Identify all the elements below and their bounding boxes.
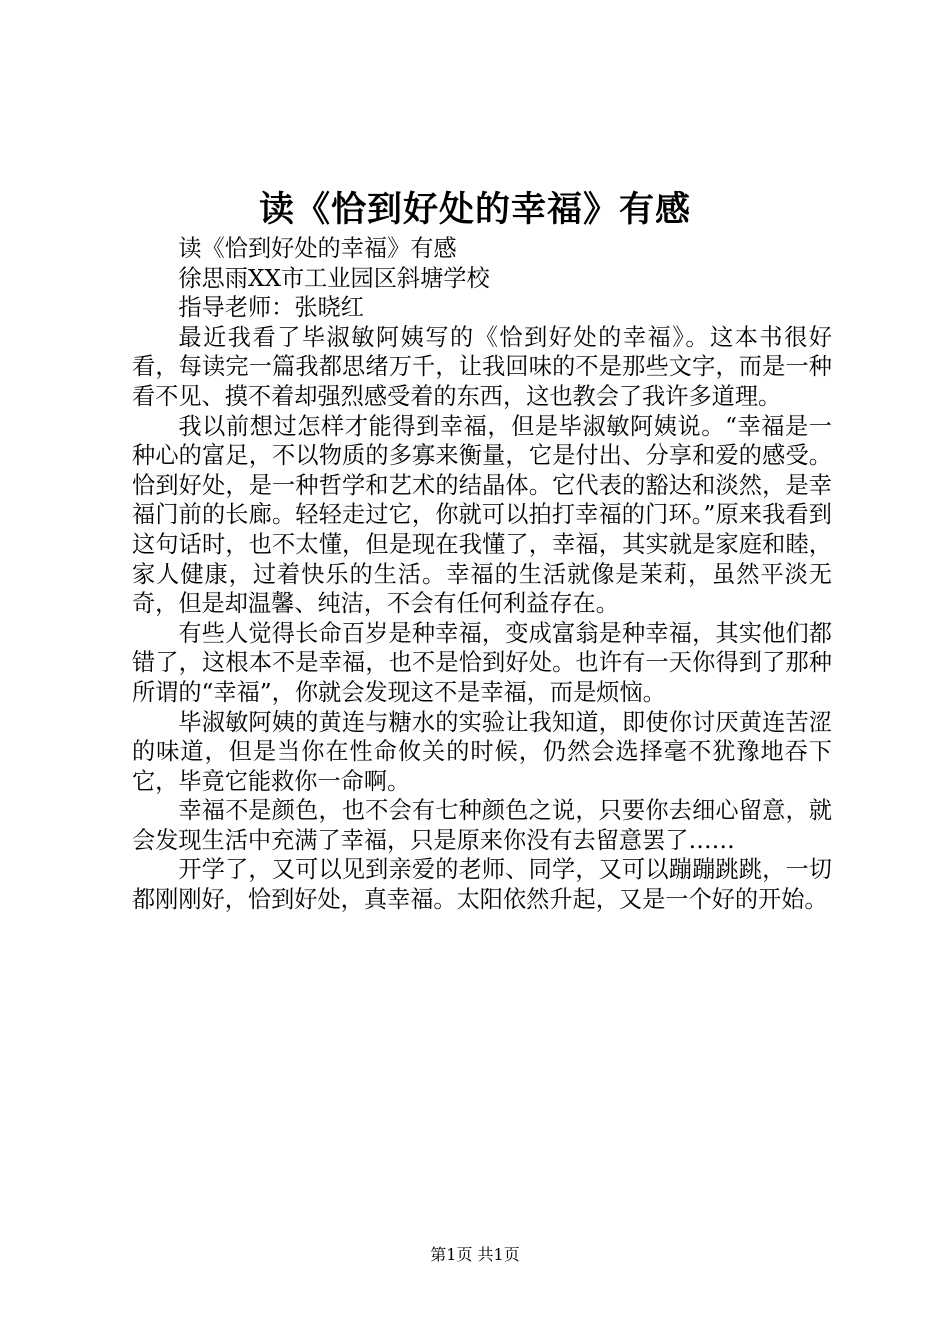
- page-footer: 第1页 共1页: [430, 1245, 520, 1264]
- document-body: [132, 234, 832, 915]
- body-paragraph: 幸福不是颜色，也不会有七种颜色之说，只要你去细心留意，就会发现生活中充满了幸福，只是原来你没有去留意罢了……: [132, 797, 832, 854]
- body-paragraph: 最近我看了毕淑敏阿姨写的《恰到好处的幸福》。这本书很好看，每读完一篇我都思绪万千，让我回味的不是那些文字，而是一种看不见、摸不着却强烈感受着的东西，这也教会了我许多道理。: [132, 323, 832, 410]
- author-line: 徐思雨XX市工业园区斜塘学校: [178, 264, 490, 292]
- body-paragraph: 我以前想过怎样才能得到幸福，但是毕淑敏阿姨说。“幸福是一种心的富足，不以物质的多寡来衡量，它是付出、分享和爱的感受。恰到好处，是一种哲学和艺术的结晶体。它代表的豁达和淡然，是幸福门前的长廊。轻轻走过它，你就可以拍打幸福的门环。”原来我看到这句话时，也不太懂，但是现在我懂了，幸福，其实就是家庭和睦，家人健康，过着快乐的生活。幸福的生活就像是茉莉，虽然平淡无奇，但是却温馨、纯洁，不会有任何利益存在。: [132, 412, 832, 618]
- subtitle-line: 读《恰到好处的幸福》有感: [178, 235, 457, 262]
- document-title: 读《恰到好处的幸福》有感: [258, 189, 691, 230]
- body-paragraph: 开学了，又可以见到亲爱的老师、同学，又可以蹦蹦跳跳，一切都刚刚好，恰到好处，真幸福。太阳依然升起，又是一个好的开始。: [132, 856, 832, 914]
- body-paragraph: 有些人觉得长命百岁是种幸福，变成富翁是种幸福，其实他们都错了，这根本不是幸福，也不是恰到好处。也许有一天你得到了那种所谓的“幸福”，你就会发现这不是幸福，而是烦恼。: [132, 619, 832, 706]
- teacher-line: 指导老师：张晓红: [178, 294, 364, 322]
- body-paragraph: 毕淑敏阿姨的黄连与糖水的实验让我知道，即使你讨厌黄连苦涩的味道，但是当你在性命攸关的时候，仍然会选择毫不犹豫地吞下它，毕竟它能救你一命啊。: [132, 708, 832, 795]
